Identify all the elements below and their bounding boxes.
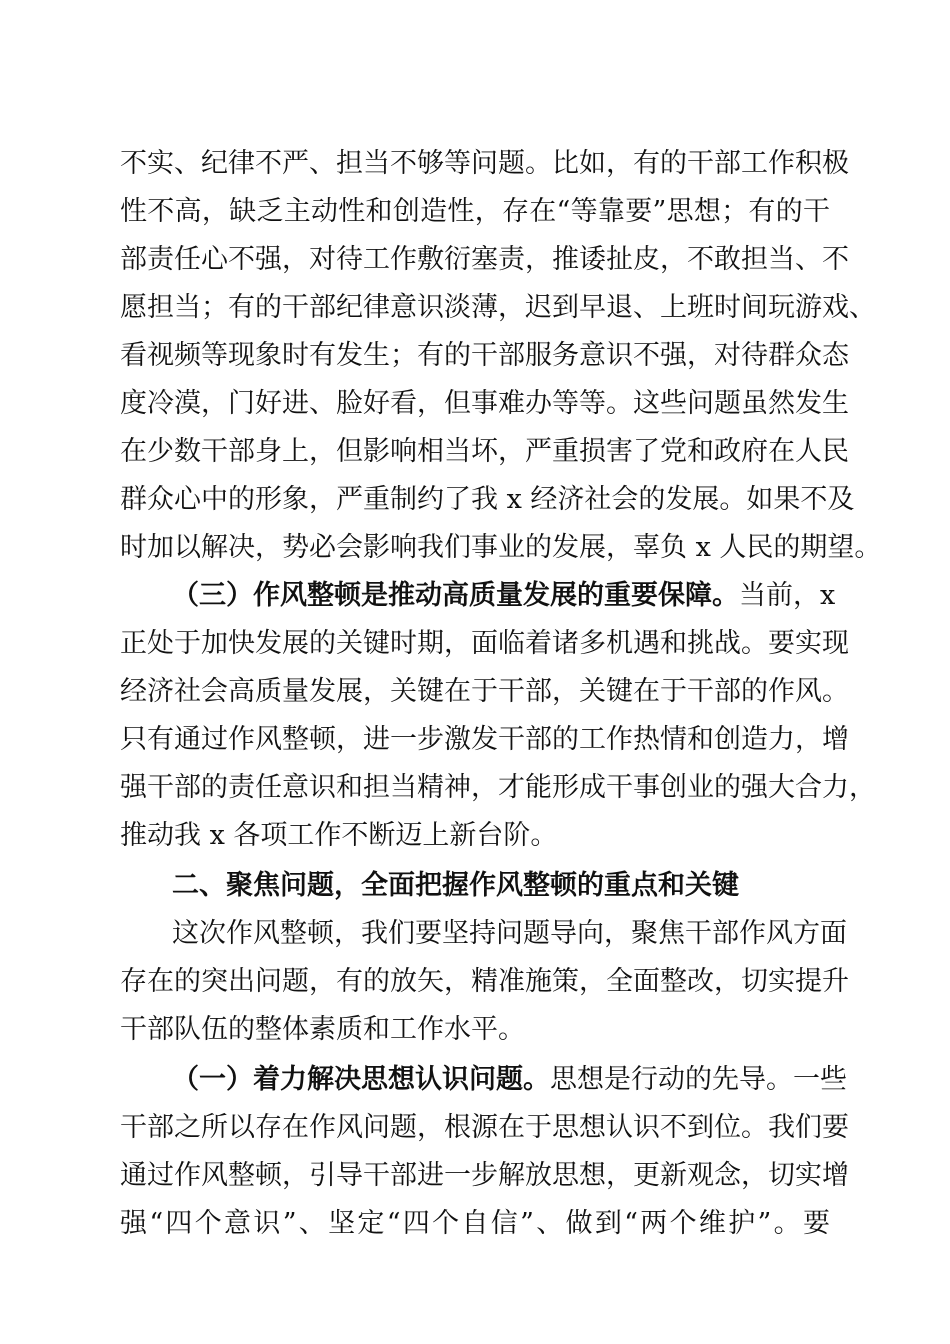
text-line: 干部之所以存在作风问题，根源在于思想认识不到位。我们要	[120, 1112, 849, 1143]
paragraph-first-line	[172, 572, 836, 620]
text-line: 群众心中的形象，严重制约了我 x 经济社会的发展。如果不及	[120, 484, 855, 515]
text-line: 这次作风整顿，我们要坚持问题导向，聚焦干部作风方面	[172, 918, 847, 949]
text-line: 愿担当；有的干部纪律意识淡薄，迟到早退、上班时间玩游戏、	[120, 292, 876, 323]
text-line: 看视频等现象时有发生；有的干部服务意识不强，对待群众态	[120, 340, 849, 371]
text-line: 正处于加快发展的关键时期，面临着诸多机遇和挑战。要实现	[120, 628, 849, 659]
paragraph-lead-rest: 思想是行动的先导。一些	[550, 1064, 847, 1095]
text-line: 部责任心不强，对待工作敷衍塞责，推诿扯皮，不敢担当、不	[120, 244, 849, 275]
text-line: 强“四个意识”、坚定“四个自信”、做到“两个维护”。要	[120, 1208, 830, 1239]
text-line: 度冷漠，门好进、脸好看，但事难办等等。这些问题虽然发生	[120, 388, 849, 419]
text-line: 在少数干部身上，但影响相当坏，严重损害了党和政府在人民	[120, 436, 849, 467]
text-line: 时加以解决，势必会影响我们事业的发展，辜负 x 人民的期望。	[120, 532, 882, 563]
paragraph-lead-rest: 当前，x	[739, 580, 836, 611]
text-line: 只有通过作风整顿，进一步激发干部的工作热情和创造力，增	[120, 724, 849, 755]
text-line: 强干部的责任意识和担当精神，才能形成干事创业的强大合力，	[120, 772, 876, 803]
text-line: 通过作风整顿，引导干部进一步解放思想，更新观念，切实增	[120, 1160, 849, 1191]
paragraph-first-line	[172, 1056, 847, 1104]
paragraph-lead-bold: （三）作风整顿是推动高质量发展的重要保障。	[172, 580, 739, 611]
text-line: 性不高，缺乏主动性和创造性，存在“等靠要”思想；有的干	[120, 196, 830, 227]
text-line: 经济社会高质量发展，关键在于干部，关键在于干部的作风。	[120, 676, 849, 707]
text-line: 存在的突出问题，有的放矢，精准施策，全面整改，切实提升	[120, 966, 849, 997]
text-line: 不实、纪律不严、担当不够等问题。比如，有的干部工作积极	[120, 148, 849, 179]
text-line: 干部队伍的整体素质和工作水平。	[120, 1014, 525, 1045]
text-line: 推动我 x 各项工作不断迈上新台阶。	[120, 820, 558, 851]
paragraph-lead-bold: （一）着力解决思想认识问题。	[172, 1064, 550, 1095]
section-heading: 二、聚焦问题，全面把握作风整顿的重点和关键	[172, 870, 739, 901]
